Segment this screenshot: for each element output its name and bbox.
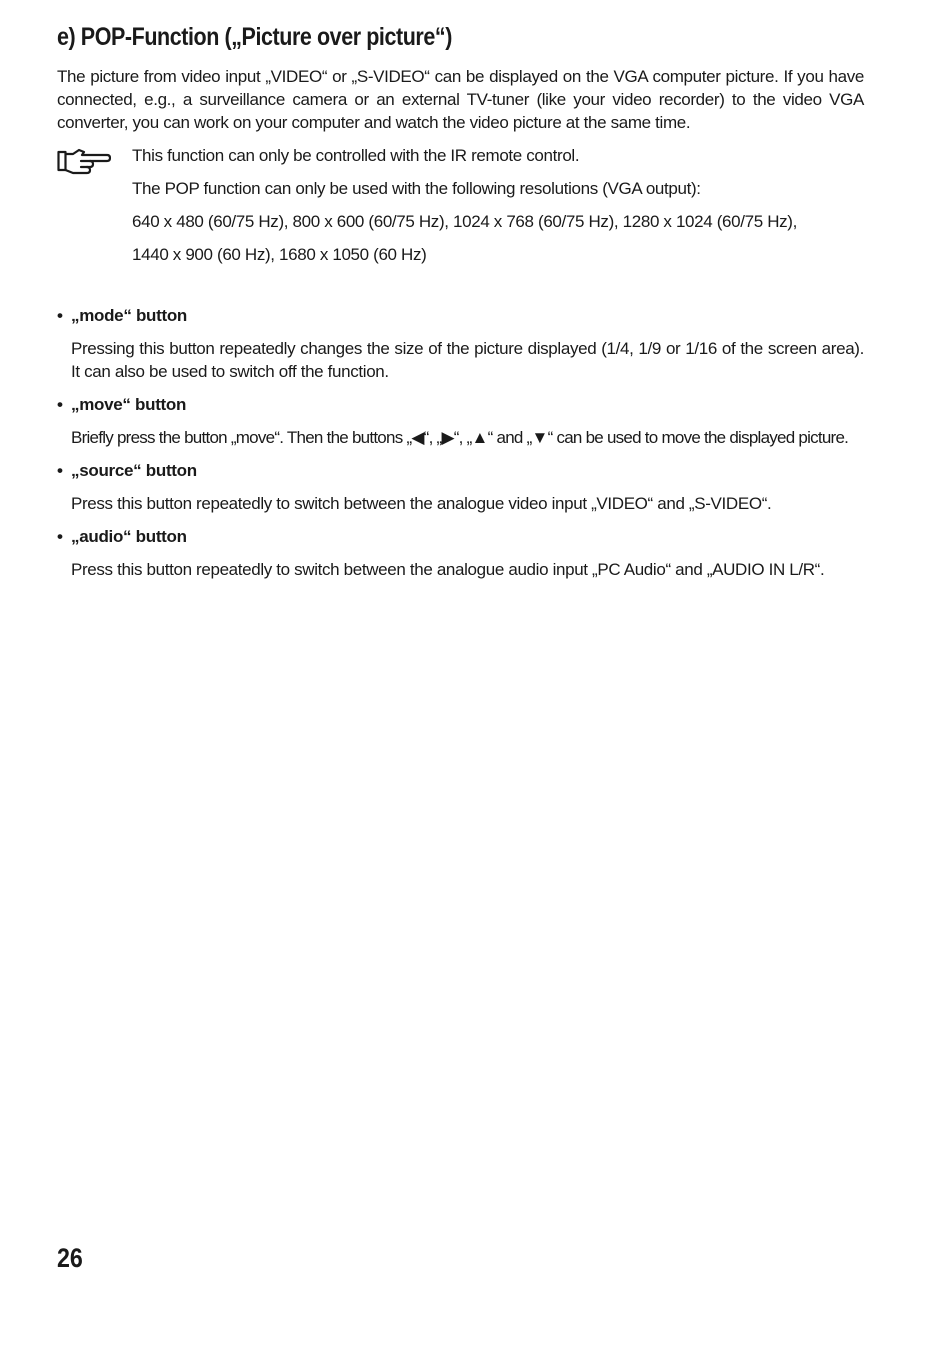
item-heading-text: „mode“ button [71, 306, 188, 325]
note-block [57, 144, 864, 266]
pointing-hand-icon [57, 146, 111, 176]
note-line-resolutions-1: 640 x 480 (60/75 Hz), 800 x 600 (60/75 Hz), 1024 x 768 (60/75 Hz), 1280 x 1024 (60/75 Hz), [132, 212, 797, 231]
note-line-resolutions-2: 1440 x 900 (60 Hz), 1680 x 1050 (60 Hz) [132, 245, 427, 264]
item-audio-button [57, 525, 864, 581]
item-heading-text: „source“ button [71, 461, 197, 480]
item-heading [57, 525, 864, 548]
note-line-resolutions-intro: The POP function can only be used with the following resolutions (VGA output): [132, 179, 701, 198]
item-move-button [57, 393, 864, 449]
item-heading [57, 304, 864, 327]
item-heading-text: „audio“ button [71, 527, 187, 546]
item-mode-button [57, 304, 864, 383]
item-description: Press this button repeatedly to switch between the analogue video input „VIDEO“ and „S-VIDEO“. [71, 494, 772, 513]
page-number: 26 [57, 1243, 83, 1273]
item-heading-text: „move“ button [71, 395, 187, 414]
bullet: • [57, 527, 63, 546]
item-description: Pressing this button repeatedly changes the size of the picture displayed (1/4, 1/9 or 1/16 of the screen area). It can also be used to switch off the function. [71, 339, 864, 381]
bullet: • [57, 306, 63, 325]
section-title: e) POP-Function („Picture over picture“) [57, 23, 452, 51]
document-page [57, 20, 864, 591]
item-heading [57, 393, 864, 416]
note-line-remote: This function can only be controlled with the IR remote control. [132, 146, 580, 165]
item-heading [57, 459, 864, 482]
intro-paragraph: The picture from video input „VIDEO“ or „S-VIDEO“ can be displayed on the VGA computer picture. If you have connected, e.g., a surveillance camera or an external TV-tuner (like your video recorder) to the video VGA converter, you can work on your computer and watch the video picture at the same time. [57, 67, 864, 132]
item-description: Press this button repeatedly to switch between the analogue audio input „PC Audio“ and „AUDIO IN L/R“. [71, 560, 825, 579]
item-source-button [57, 459, 864, 515]
bullet: • [57, 461, 63, 480]
item-description: Briefly press the button „move“. Then the buttons „◀“, „▶“, „▲“ and „▼“ can be used to move the displayed picture. [71, 428, 849, 447]
bullet: • [57, 395, 63, 414]
